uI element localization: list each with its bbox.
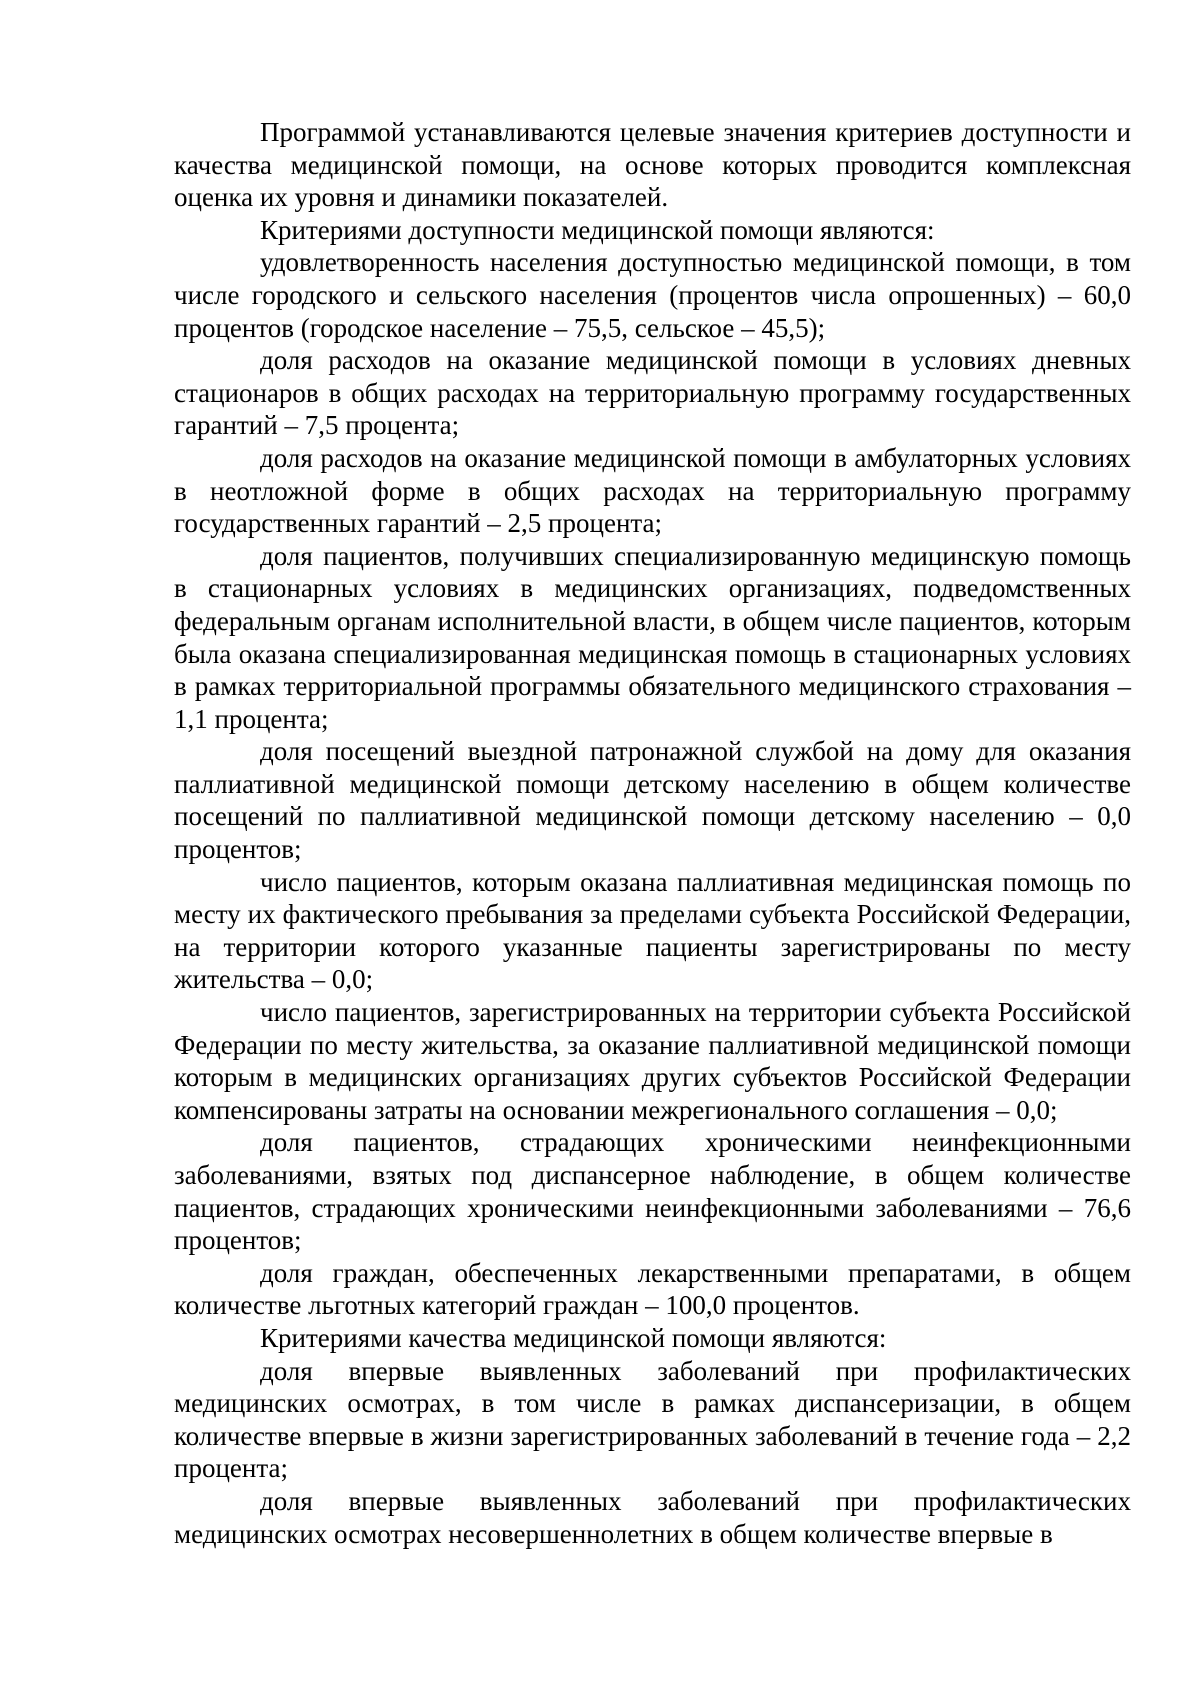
paragraph-palliative-outside-region: число пациентов, которым оказана паллиативная медицинская помощь по месту их фактического пребывания за пределами субъекта Российской Федерации, на территории которого указанные пациенты зарегистрированы по месту жительства – 0,0; (174, 866, 1131, 995)
paragraph-palliative-compensated: число пациентов, зарегистрированных на территории субъекта Российской Федерации по месту жительства, за оказание паллиативной медицинской помощи которым в медицинских организациях других субъектов Российской Федерации компенсированы затраты на основании межрегионального соглашения – 0,0; (174, 997, 1131, 1125)
paragraph-quality-criteria-heading: Критериями качества медицинской помощи являются: (260, 1322, 887, 1353)
paragraph-pediatric-palliative-visits: доля посещений выездной патронажной службой на дому для оказания паллиативной медицинской помощи детскому населению в общем количестве посещений по паллиативной медицинской помощи детскому населению – 0,0 процентов; (174, 736, 1131, 865)
paragraph-federal-specialized-care: доля пациентов, получивших специализированную медицинскую помощь в стационарных условиях в медицинских организациях, подведомственных федеральным органам исполнительной власти, в общем числе пациентов, которым была оказана специализированная медицинская помощь в стационарных условиях в рамках территориальной программы обязательного медицинского страхования – 1,1 процента; (174, 540, 1131, 734)
paragraph-chronic-disease-monitoring: доля пациентов, страдающих хроническими неинфекционными заболеваниями, взятых под диспансерное наблюдение, в общем количестве пациентов, страдающих хроническими неинфекционными заболеваниями – 76,6 процентов; (174, 1127, 1131, 1256)
paragraph-accessibility-criteria-heading: Критериями доступности медицинской помощи являются: (260, 214, 935, 245)
document-body (174, 116, 1131, 1550)
paragraph-first-detected-minors: доля впервые выявленных заболеваний при профилактических медицинских осмотрах несовершеннолетних в общем количестве впервые в (174, 1485, 1131, 1549)
paragraph-drug-provision: доля граждан, обеспеченных лекарственными препаратами, в общем количестве льготных категорий граждан – 100,0 процентов. (174, 1257, 1131, 1321)
paragraph-day-hospital-expenses: доля расходов на оказание медицинской помощи в условиях дневных стационаров в общих расходах на территориальную программу государственных гарантий – 7,5 процента; (174, 345, 1131, 441)
paragraph-population-satisfaction: удовлетворенность населения доступностью медицинской помощи, в том числе городского и сельского населения (процентов числа опрошенных) – 60,0 процентов (городское население – 75,5, сельское – 45,5); (174, 247, 1131, 343)
paragraph-program-criteria-intro: Программой устанавливаются целевые значения критериев доступности и качества медицинской помощи, на основе которых проводится комплексная оценка их уровня и динамики показателей. (174, 117, 1131, 213)
paragraph-first-detected-diseases: доля впервые выявленных заболеваний при профилактических медицинских осмотрах, в том числе в рамках диспансеризации, в общем количестве впервые в жизни зарегистрированных заболеваний в течение года – 2,2 процента; (174, 1355, 1131, 1484)
paragraph-urgent-outpatient-expenses: доля расходов на оказание медицинской помощи в амбулаторных условиях в неотложной форме в общих расходах на территориальную программу государственных гарантий – 2,5 процента; (174, 442, 1131, 539)
